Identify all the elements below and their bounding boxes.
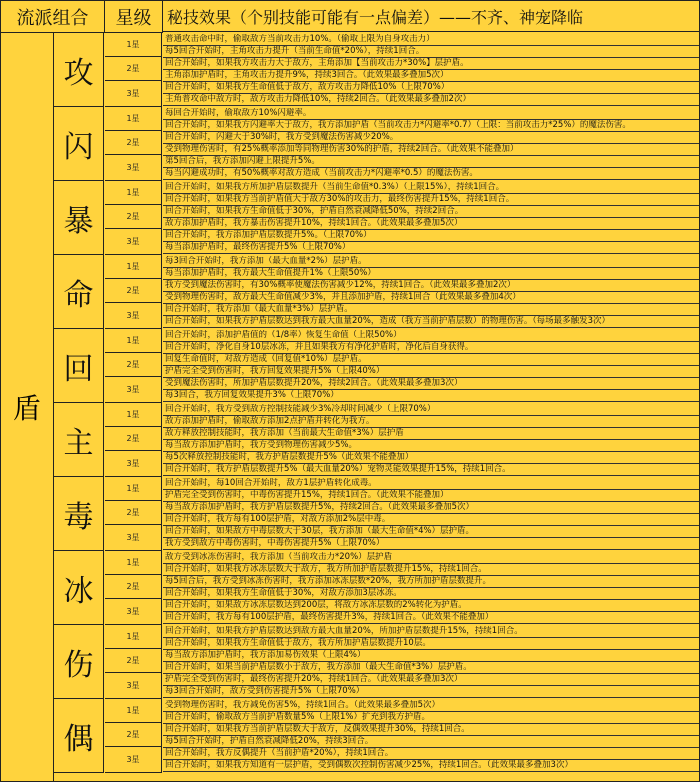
skill-effect-line: 主角普攻命中敌方时，敌方攻击力降低10%，持续2回合。（此效果最多叠加2次） bbox=[163, 94, 699, 106]
skill-effect-line: 每5回合开始时，护盾自然衰减降低20%，持续3回合。 bbox=[163, 736, 699, 748]
group-name-cell: 冰 bbox=[54, 551, 104, 625]
star-level-cell: 1星 bbox=[105, 107, 162, 131]
skill-effect-line: 回合开始时，如果我方当前护盾层数大于敌方，反偶效果提升30%，持续1回合。 bbox=[163, 724, 699, 736]
star-level-cell: 2星 bbox=[105, 131, 162, 155]
star-level-cell: 2星 bbox=[105, 205, 162, 229]
skill-effect-line: 受到魔法伤害时，所加护盾层数提升20%，持续2回合。（此效果最多叠加3次） bbox=[163, 378, 699, 390]
skill-effect-line: 普通攻击命中时，偷取敌方当前攻击力10%。（偷取上限为自身攻击力） bbox=[163, 34, 699, 46]
skill-effect-line: 敌方添加护盾时，偷取敌方添加2点护盾并转化为我方。 bbox=[163, 416, 699, 428]
star-level-cell: 3星 bbox=[105, 451, 162, 477]
skill-effect-line: 回合开始时，如果敌方冰冻层数达到200层，将敌方冰冻层数的2%转化为护盾。 bbox=[163, 600, 699, 612]
skill-effect-line: 敌方释放控制技能时，我方添加（当前最大生命值*3%）层护盾 bbox=[163, 428, 699, 440]
skill-effect-line: 回复生命值时，对敌方造成（回复值*10%）层护盾。 bbox=[163, 354, 699, 366]
header-family: 流派组合 bbox=[1, 1, 105, 33]
skill-effect-line: 回合开始时，如果当前护盾层数小于敌方，我方添加（最大生命值*3%）层护盾。 bbox=[163, 662, 699, 674]
star-level-cell: 2星 bbox=[105, 427, 162, 451]
skill-effect-line: 护盾完全受到伤害时，最终伤害提升20%，持续1回合。（此效果最多叠加3次） bbox=[163, 674, 699, 686]
skill-effect-line: 回合开始时，如果我方冰冻层数大于敌方，我方所加护盾层数提升15%，持续1回合。 bbox=[163, 564, 699, 576]
skill-effect-line: 回合开始时，如果我方生命值低于30%，对敌方添加3层冰冻。 bbox=[163, 588, 699, 600]
star-level-cell: 1星 bbox=[105, 403, 162, 427]
star-level-cell: 1星 bbox=[105, 625, 162, 649]
skill-effect-line: 护盾完全受到伤害时，我方回复效果提升5%（上限40%） bbox=[163, 366, 699, 378]
skill-effect-line: 每3回合开始时，我方添加（最大血量*2%）层护盾。 bbox=[163, 256, 699, 268]
star-level-cell: 1星 bbox=[105, 181, 162, 205]
skill-effect-line: 第5回合后，我方添加闪避上限提升5%。 bbox=[163, 156, 699, 168]
skill-effect-line: 回合开始时，如果我方攻击力大于敌方，主角添加【当前攻击力*30%】层护盾。 bbox=[163, 58, 699, 70]
skill-effect-line: 回合开始时，如果我方闪避率大于敌方，我方添加护盾（当前攻击力*闪避率*0.7）（上限：当前攻击力*25%）的魔法伤害。 bbox=[163, 120, 699, 132]
skill-effect-line: 每3回合开始时，敌方受到伤害提升5%（上限70%） bbox=[163, 686, 699, 698]
skill-effect-line: 回合开始时，我方受到敌方控制技能减少3%冷却时间减少（上限70%） bbox=[163, 404, 699, 416]
star-level-cell: 3星 bbox=[105, 229, 162, 255]
star-level-cell: 3星 bbox=[105, 81, 162, 107]
skill-effect-line: 回合开始时，如果我方当前护盾值大于敌方30%的攻击力，最终伤害提升15%，持续1回合。 bbox=[163, 194, 699, 206]
group-name-cell: 命 bbox=[54, 255, 104, 329]
skill-effect-line: 回合开始时，我方每有100层护盾，最终伤害提升3%，持续1回合。（此效果不能叠加） bbox=[163, 612, 699, 624]
skill-effect-line: 每5回合后，我方受到冰冻伤害时，我方添加冰冻层数*20%，我方所加护盾层数提升。 bbox=[163, 576, 699, 588]
family-cell: 盾 bbox=[1, 33, 54, 781]
skill-effect-line: 回合开始时，净化自身10层冰冻，并且如果我方有净化护盾时，净化后自身获得。 bbox=[163, 342, 699, 354]
group-name-cell: 偶 bbox=[54, 699, 104, 773]
group-name-cell: 伤 bbox=[54, 625, 104, 699]
skill-effect-line: 每当敌方添加护盾时，我方添加易伤效果（上限4%） bbox=[163, 650, 699, 662]
star-level-cell: 1星 bbox=[105, 699, 162, 723]
group-name-cell: 毒 bbox=[54, 477, 104, 551]
skill-effect-line: 每当添加护盾时，我方最大生命值提升1%（上限50%） bbox=[163, 268, 699, 280]
skill-effect-line: 主角添加护盾时，主角攻击力提升9%，持续3回合。（此效果最多叠加5次） bbox=[163, 70, 699, 82]
skill-effect-line: 受到物理伤害时，敌方最大生命值减少3%，并且添加护盾，持续1回合（此效果最多叠加4次） bbox=[163, 292, 699, 304]
star-level-cell: 3星 bbox=[105, 747, 162, 773]
skill-effect-line: 回合开始时，每10回合开始时，敌方1层护盾转化成毒。 bbox=[163, 478, 699, 490]
group-name-cell: 攻 bbox=[54, 33, 104, 107]
group-name-cell: 暴 bbox=[54, 181, 104, 255]
skill-effect-line: 回合开始时，我方添加（最大血量*3%）层护盾。 bbox=[163, 304, 699, 316]
star-level-cell: 2星 bbox=[105, 57, 162, 81]
group-name-cell: 闪 bbox=[54, 107, 104, 181]
skill-effect-line: 每当敌方添加护盾时，我方受到物理伤害减少5%。 bbox=[163, 440, 699, 452]
header-effect: 秘技效果（个别技能可能有一点偏差）——不齐、神宠降临 bbox=[163, 1, 699, 32]
star-level-cell: 3星 bbox=[105, 377, 162, 403]
skill-effect-line: 受到物理伤害时，我方减免伤害5%，持续1回合。（此效果最多叠加5次） bbox=[163, 700, 699, 712]
skill-effect-line: 每当添加护盾时，最终伤害提升5%（上限70%） bbox=[163, 242, 699, 254]
star-level-cell: 2星 bbox=[105, 649, 162, 673]
skill-effect-line: 回合开始时，如果我方生命值低于敌方，我方所加护盾层数提升10层。 bbox=[163, 638, 699, 650]
star-level-cell: 2星 bbox=[105, 501, 162, 525]
star-level-cell: 1星 bbox=[105, 329, 162, 353]
star-level-cell: 3星 bbox=[105, 155, 162, 181]
skill-effect-line: 回合开始时，闪避大于30%时，我方受到魔法伤害减少20%。 bbox=[163, 132, 699, 144]
star-level-cell: 3星 bbox=[105, 525, 162, 551]
skill-effect-line: 回合开始时，添加护盾值的（1/8率）恢复生命值（上限50%） bbox=[163, 330, 699, 342]
skill-effect-line: 回合开始时，如果我方护盾层数达到敌方最大血量20%，所加护盾层数提升15%，持续1回合。 bbox=[163, 626, 699, 638]
header-star: 星级 bbox=[105, 1, 163, 33]
skill-effect-line: 每当闪避成功时，有50%概率对敌方造成（当前攻击力*闪避率*0.5）的魔法伤害。 bbox=[163, 168, 699, 180]
skill-effect-line: 回合开始时，如果我方生命值低于敌方，敌方攻击力降低10%（上限70%） bbox=[163, 82, 699, 94]
star-level-cell: 2星 bbox=[105, 279, 162, 303]
star-level-cell: 1星 bbox=[105, 477, 162, 501]
skill-effect-line: 护盾完全受到伤害时，中毒伤害提升15%，持续1回合。（此效果不能叠加） bbox=[163, 490, 699, 502]
star-level-cell: 2星 bbox=[105, 353, 162, 377]
skill-effect-line: 回合开始时，我方添加护盾层数提升5%。（上限70%） bbox=[163, 230, 699, 242]
star-level-cell: 3星 bbox=[105, 599, 162, 625]
skill-effect-line: 回合开始时，我方反偶提升（当前护盾*20%），持续1回合。 bbox=[163, 748, 699, 760]
skill-effect-line: 回合开始时，如果我方生命值低于30%，护盾自然衰减降低50%，持续2回合。 bbox=[163, 206, 699, 218]
skill-effect-line: 我方受到敌方中毒伤害时，中毒伤害提升5%（上限70%） bbox=[163, 538, 699, 550]
group-name-cell: 主 bbox=[54, 403, 104, 477]
skill-effect-line: 回合开始时，如果敌方中毒层数大于30层，我方添加（最大生命值*4%）层护盾。 bbox=[163, 526, 699, 538]
skill-effect-line: 回合开始时，如果我方所加护盾层数提升（当前生命值*0.3%）（上限15%），持续1回合。 bbox=[163, 182, 699, 194]
skill-effect-line: 每回合开始时，偷取敌方10%闪避率。 bbox=[163, 108, 699, 120]
skill-effect-line: 每3回合，我方回复效果提升3%（上限70%） bbox=[163, 390, 699, 402]
skill-effect-line: 回合开始时，我方每有100层护盾，对敌方添加2%层中毒。 bbox=[163, 514, 699, 526]
star-level-cell: 2星 bbox=[105, 723, 162, 747]
star-level-cell: 3星 bbox=[105, 673, 162, 699]
star-level-cell: 3星 bbox=[105, 303, 162, 329]
skill-effect-line: 回合开始时，如果我方知道有一层护盾，受到偶数次控制伤害减少25%，持续1回合。（此效果最多叠加3次） bbox=[163, 760, 699, 772]
skill-effect-line: 我方受到魔法伤害时，有30%概率使魔法伤害减少12%，持续1回合。（此效果最多叠加2次） bbox=[163, 280, 699, 292]
star-level-cell: 2星 bbox=[105, 575, 162, 599]
skill-effect-line: 受到物理伤害时，有25%概率添加等同物理伤害30%的护盾，持续2回合。（此效果不能叠加） bbox=[163, 144, 699, 156]
star-level-cell: 1星 bbox=[105, 33, 162, 57]
star-level-cell: 1星 bbox=[105, 255, 162, 279]
skill-effect-line: 回合开始时，偷取敌方当前护盾数量5%（上限1%）扩充到我方护盾。 bbox=[163, 712, 699, 724]
skill-effect-line: 敌方添加护盾时，我方暴击伤害提升10%，持续1回合。（此效果最多叠加5次） bbox=[163, 218, 699, 230]
skill-effect-line: 回合开始时，我方护盾层数提升5%（最大血量20%）宠物灵能效果提升15%，持续1回合。 bbox=[163, 464, 699, 476]
skill-effect-line: 回合开始时，如果我方护盾层数达到我方最大血量20%，造成（我方当前护盾层数）的物理伤害。（每场最多触发3次） bbox=[163, 316, 699, 328]
skill-effect-line: 每5次释放控制技能时，我方护盾层数提升5%（此效果不能叠加） bbox=[163, 452, 699, 464]
star-level-cell: 1星 bbox=[105, 551, 162, 575]
skill-effect-line: 每5回合开始时，主角攻击力提升（当前生命值*20%），持续1回合。 bbox=[163, 46, 699, 58]
skill-effect-line: 每当敌方添加护盾时，我方护盾层数提升5%，持续2回合。（此效果最多叠加5次） bbox=[163, 502, 699, 514]
skill-effect-line: 敌方受到冰冻伤害时，我方添加（当前攻击力*20%）层护盾 bbox=[163, 552, 699, 564]
group-name-cell: 回 bbox=[54, 329, 104, 403]
